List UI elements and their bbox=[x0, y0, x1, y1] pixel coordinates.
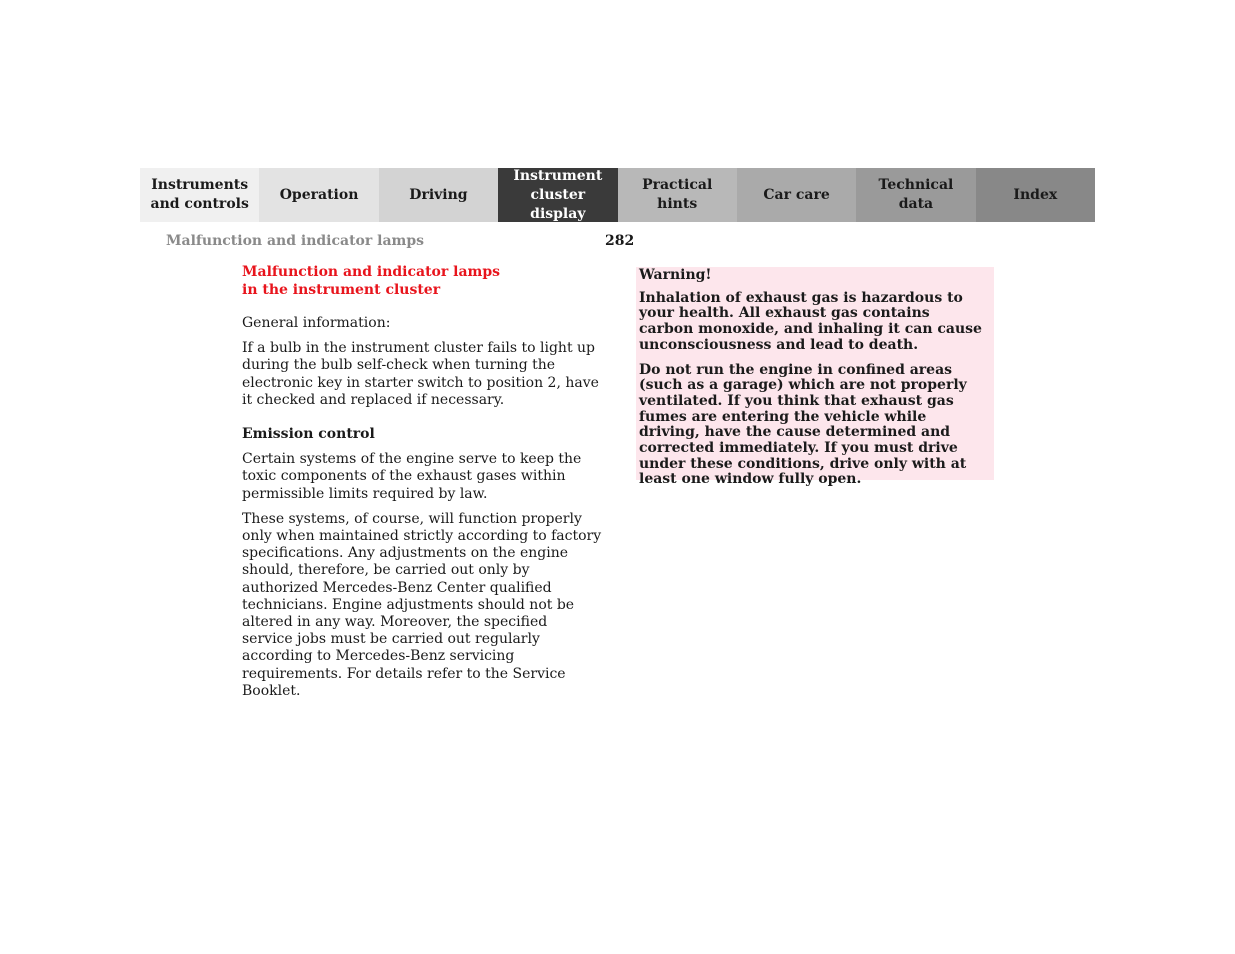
tab-label: Instruments and controls bbox=[150, 177, 249, 212]
tab-car-care[interactable] bbox=[737, 168, 856, 222]
warning-title: Warning! bbox=[639, 267, 712, 283]
warning-paragraph-2: Do not run the engine in confined areas (such as a garage) which are not properly ventilated. If you think that exhaust gas fumes are entering the vehicle while driving, have the cause determined and corrected immediately. If you must drive under these conditions, drive only with at least one window fully open. bbox=[639, 361, 967, 488]
emission-paragraph-1: Certain systems of the engine serve to keep the toxic components of the exhaust gases within permissible limits required by law. bbox=[242, 451, 582, 502]
general-info-text: If a bulb in the instrument cluster fails to light up during the bulb self-check when turning the electronic key in starter switch to position 2, have it checked and replaced if necessary. bbox=[242, 340, 599, 408]
warning-paragraph-1: Inhalation of exhaust gas is hazardous to your health. All exhaust gas contains carbon monoxide, and inhaling it can cause unconsciousness and lead to death. bbox=[639, 289, 982, 353]
tab-label: Practical hints bbox=[642, 177, 713, 212]
tab-instrument-cluster-display[interactable] bbox=[498, 168, 617, 222]
tab-label: Driving bbox=[409, 186, 468, 203]
section-nav-tabs bbox=[140, 168, 1095, 222]
tab-label: Technical data bbox=[878, 177, 954, 212]
tab-operation[interactable] bbox=[259, 168, 378, 222]
tab-label: Car care bbox=[763, 186, 830, 203]
emission-paragraph-2: These systems, of course, will function properly only when maintained strictly according to factory specifications. Any adjustments on the engine should, therefore, be carried out only by authorized Mercedes-Benz Center qualified technicians. Engine adjustments should not be altered in any way. Moreover, the specified service jobs must be carried out regularly according to Mercedes-Benz servicing requirements. For details refer to the Service Booklet. bbox=[242, 510, 602, 699]
emission-heading: Emission control bbox=[242, 426, 375, 443]
tab-driving[interactable] bbox=[379, 168, 498, 222]
tab-label: Instrument cluster display bbox=[513, 167, 603, 222]
page-number: 282 bbox=[605, 233, 635, 249]
page-title: Malfunction and indicator lamps in the instrument cluster bbox=[242, 264, 501, 298]
left-column bbox=[242, 263, 602, 708]
tab-label: Index bbox=[1013, 186, 1058, 203]
tab-instruments-and-controls[interactable] bbox=[140, 168, 259, 222]
section-header: Malfunction and indicator lamps bbox=[166, 233, 425, 249]
warning-box bbox=[636, 267, 994, 488]
tab-practical-hints[interactable] bbox=[618, 168, 737, 222]
general-info-label: General information: bbox=[242, 315, 391, 331]
tab-index[interactable] bbox=[976, 168, 1095, 222]
tab-label: Operation bbox=[279, 186, 359, 203]
tab-technical-data[interactable] bbox=[856, 168, 975, 222]
